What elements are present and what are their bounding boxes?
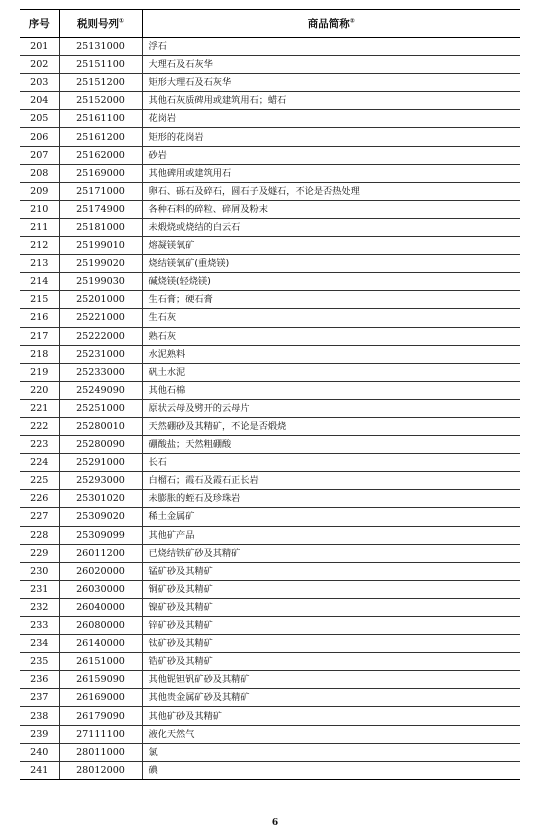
row-seq: 241: [20, 761, 59, 779]
row-seq: 202: [20, 56, 59, 74]
row-seq: 231: [20, 580, 59, 598]
row-commodity-name: 铜矿砂及其精矿: [142, 580, 520, 598]
row-seq: 209: [20, 182, 59, 200]
table-row: [20, 743, 520, 761]
row-tariff-code: 26179090: [59, 707, 142, 725]
row-commodity-name: 已烧结铁矿砂及其精矿: [142, 544, 520, 562]
row-commodity-name: 生石灰: [142, 309, 520, 327]
table-row: [20, 345, 520, 363]
row-tariff-code: 25251000: [59, 399, 142, 417]
row-tariff-code: 25249090: [59, 381, 142, 399]
row-seq: 224: [20, 454, 59, 472]
table-row: [20, 635, 520, 653]
row-tariff-code: 26040000: [59, 598, 142, 616]
row-seq: 218: [20, 345, 59, 363]
row-tariff-code: 28011000: [59, 743, 142, 761]
table-row: [20, 110, 520, 128]
table-row: [20, 38, 520, 56]
row-commodity-name: 矩形大理石及石灰华: [142, 74, 520, 92]
row-tariff-code: 26030000: [59, 580, 142, 598]
row-commodity-name: 天然硼砂及其精矿，不论是否煅烧: [142, 417, 520, 435]
row-commodity-name: 锌矿砂及其精矿: [142, 617, 520, 635]
row-seq: 235: [20, 653, 59, 671]
row-tariff-code: 25199010: [59, 237, 142, 255]
row-seq: 203: [20, 74, 59, 92]
row-tariff-code: 25131000: [59, 38, 142, 56]
row-commodity-name: 大理石及石灰华: [142, 56, 520, 74]
table-row: [20, 653, 520, 671]
row-tariff-code: 26020000: [59, 562, 142, 580]
row-seq: 240: [20, 743, 59, 761]
row-commodity-name: 白榴石；霞石及霞石正长岩: [142, 472, 520, 490]
row-commodity-name: 其他铌钽钒矿砂及其精矿: [142, 671, 520, 689]
row-seq: 214: [20, 273, 59, 291]
row-seq: 238: [20, 707, 59, 725]
row-tariff-code: 26159090: [59, 671, 142, 689]
row-seq: 213: [20, 255, 59, 273]
table-row: [20, 562, 520, 580]
row-seq: 206: [20, 128, 59, 146]
row-tariff-code: 25231000: [59, 345, 142, 363]
row-tariff-code: 25169000: [59, 164, 142, 182]
row-seq: 217: [20, 327, 59, 345]
row-seq: 234: [20, 635, 59, 653]
row-seq: 211: [20, 218, 59, 236]
row-tariff-code: 25309020: [59, 508, 142, 526]
row-tariff-code: 26151000: [59, 653, 142, 671]
row-tariff-code: 25151200: [59, 74, 142, 92]
row-commodity-name: 水泥熟料: [142, 345, 520, 363]
row-seq: 221: [20, 399, 59, 417]
table-row: [20, 544, 520, 562]
row-tariff-code: 25221000: [59, 309, 142, 327]
row-tariff-code: 25161100: [59, 110, 142, 128]
row-tariff-code: 25161200: [59, 128, 142, 146]
row-commodity-name: 砂岩: [142, 146, 520, 164]
row-commodity-name: 花岗岩: [142, 110, 520, 128]
row-commodity-name: 各种石料的碎粒、碎屑及粉末: [142, 200, 520, 218]
row-tariff-code: 25201000: [59, 291, 142, 309]
row-seq: 220: [20, 381, 59, 399]
row-commodity-name: 长石: [142, 454, 520, 472]
row-tariff-code: 25171000: [59, 182, 142, 200]
row-seq: 208: [20, 164, 59, 182]
table-row: [20, 689, 520, 707]
row-commodity-name: 碘: [142, 761, 520, 779]
table-row: [20, 273, 520, 291]
row-tariff-code: 25222000: [59, 327, 142, 345]
table-row: [20, 128, 520, 146]
table-row: [20, 526, 520, 544]
row-commodity-name: 熟石灰: [142, 327, 520, 345]
header-commodity-name: 商品简称②: [142, 10, 520, 38]
table-row: [20, 725, 520, 743]
row-commodity-name: 其他石棉: [142, 381, 520, 399]
table-row: [20, 454, 520, 472]
row-commodity-name: 其他贵金属矿砂及其精矿: [142, 689, 520, 707]
header-row: [20, 10, 520, 38]
row-commodity-name: 烧结镁氧矿(重烧镁): [142, 255, 520, 273]
row-commodity-name: 硼酸盐；天然粗硼酸: [142, 436, 520, 454]
row-seq: 210: [20, 200, 59, 218]
row-commodity-name: 其他矿产品: [142, 526, 520, 544]
table-row: [20, 146, 520, 164]
commodity-table-container: [20, 9, 520, 780]
row-seq: 230: [20, 562, 59, 580]
row-commodity-name: 稀土金属矿: [142, 508, 520, 526]
table-row: [20, 92, 520, 110]
table-row: [20, 436, 520, 454]
row-tariff-code: 27111100: [59, 725, 142, 743]
row-commodity-name: 碱烧镁(轻烧镁): [142, 273, 520, 291]
row-commodity-name: 矾土水泥: [142, 363, 520, 381]
row-seq: 216: [20, 309, 59, 327]
row-tariff-code: 25233000: [59, 363, 142, 381]
footnote-marker: ①: [118, 17, 125, 25]
row-commodity-name: 钛矿砂及其精矿: [142, 635, 520, 653]
row-seq: 226: [20, 490, 59, 508]
row-seq: 219: [20, 363, 59, 381]
table-row: [20, 363, 520, 381]
row-seq: 233: [20, 617, 59, 635]
row-tariff-code: 25181000: [59, 218, 142, 236]
header-tariff-code: 税则号列①: [59, 10, 142, 38]
table-row: [20, 707, 520, 725]
row-tariff-code: 25199030: [59, 273, 142, 291]
table-row: [20, 164, 520, 182]
table-row: [20, 598, 520, 616]
table-row: [20, 74, 520, 92]
row-tariff-code: 25162000: [59, 146, 142, 164]
row-commodity-name: 矩形的花岗岩: [142, 128, 520, 146]
row-seq: 205: [20, 110, 59, 128]
row-commodity-name: 原状云母及劈开的云母片: [142, 399, 520, 417]
table-row: [20, 617, 520, 635]
row-tariff-code: 25293000: [59, 472, 142, 490]
row-commodity-name: 锆矿砂及其精矿: [142, 653, 520, 671]
table-header: [20, 10, 520, 38]
row-commodity-name: 卵石、砾石及碎石，圆石子及燧石，不论是否热处理: [142, 182, 520, 200]
row-commodity-name: 其他碑用或建筑用石: [142, 164, 520, 182]
row-tariff-code: 25199020: [59, 255, 142, 273]
row-commodity-name: 熔凝镁氧矿: [142, 237, 520, 255]
table-row: [20, 508, 520, 526]
table-row: [20, 182, 520, 200]
row-tariff-code: 26140000: [59, 635, 142, 653]
row-seq: 201: [20, 38, 59, 56]
row-commodity-name: 未膨胀的蛭石及珍珠岩: [142, 490, 520, 508]
table-row: [20, 309, 520, 327]
table-row: [20, 381, 520, 399]
row-seq: 222: [20, 417, 59, 435]
page-number: 6: [271, 818, 279, 828]
table-body: [20, 38, 520, 780]
table-row: [20, 490, 520, 508]
row-tariff-code: 25280010: [59, 417, 142, 435]
row-commodity-name: 锰矿砂及其精矿: [142, 562, 520, 580]
row-seq: 236: [20, 671, 59, 689]
row-seq: 227: [20, 508, 59, 526]
row-seq: 239: [20, 725, 59, 743]
table-row: [20, 327, 520, 345]
row-seq: 204: [20, 92, 59, 110]
row-seq: 237: [20, 689, 59, 707]
row-tariff-code: 25309099: [59, 526, 142, 544]
table-row: [20, 56, 520, 74]
table-row: [20, 218, 520, 236]
table-row: [20, 472, 520, 490]
row-seq: 229: [20, 544, 59, 562]
table-row: [20, 200, 520, 218]
row-tariff-code: 25152000: [59, 92, 142, 110]
row-commodity-name: 其他矿砂及其精矿: [142, 707, 520, 725]
row-tariff-code: 25291000: [59, 454, 142, 472]
row-tariff-code: 26080000: [59, 617, 142, 635]
row-tariff-code: 26011200: [59, 544, 142, 562]
row-tariff-code: 25301020: [59, 490, 142, 508]
row-commodity-name: 镍矿砂及其精矿: [142, 598, 520, 616]
row-tariff-code: 26169000: [59, 689, 142, 707]
row-seq: 228: [20, 526, 59, 544]
table-row: [20, 417, 520, 435]
table-row: [20, 671, 520, 689]
row-seq: 215: [20, 291, 59, 309]
table-row: [20, 291, 520, 309]
table-row: [20, 255, 520, 273]
row-commodity-name: 其他石灰质碑用或建筑用石；蜡石: [142, 92, 520, 110]
row-tariff-code: 25280090: [59, 436, 142, 454]
row-seq: 223: [20, 436, 59, 454]
table-row: [20, 399, 520, 417]
row-commodity-name: 生石膏；硬石膏: [142, 291, 520, 309]
row-seq: 207: [20, 146, 59, 164]
row-tariff-code: 25174900: [59, 200, 142, 218]
footnote-marker: ②: [349, 17, 355, 25]
table-row: [20, 761, 520, 779]
row-commodity-name: 氯: [142, 743, 520, 761]
row-commodity-name: 浮石: [142, 38, 520, 56]
header-seq: 序号: [20, 10, 59, 38]
row-seq: 225: [20, 472, 59, 490]
row-seq: 212: [20, 237, 59, 255]
table-row: [20, 580, 520, 598]
row-commodity-name: 液化天然气: [142, 725, 520, 743]
table-row: [20, 237, 520, 255]
row-seq: 232: [20, 598, 59, 616]
commodity-table: [20, 9, 520, 780]
row-tariff-code: 25151100: [59, 56, 142, 74]
row-commodity-name: 未煅烧或烧结的白云石: [142, 218, 520, 236]
row-tariff-code: 28012000: [59, 761, 142, 779]
